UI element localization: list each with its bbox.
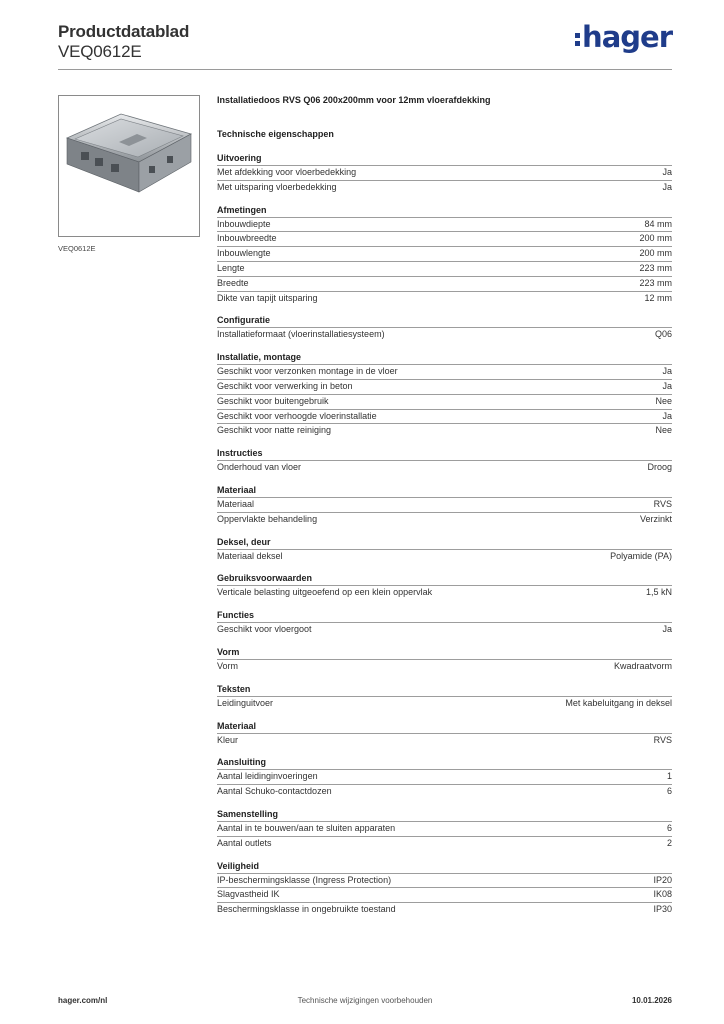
- page-title: Productdatablad: [58, 22, 190, 41]
- spec-section: [217, 807, 672, 851]
- spec-value: IP20: [653, 874, 672, 885]
- spec-row: [217, 549, 672, 564]
- spec-row: [217, 585, 672, 600]
- spec-section: [217, 313, 672, 342]
- spec-section: [217, 151, 672, 195]
- spec-label: Geschikt voor vloergoot: [217, 624, 312, 635]
- spec-label: Leidinguitvoer: [217, 697, 274, 708]
- spec-label: Lengte: [217, 262, 245, 273]
- product-description: Installatiedoos RVS Q06 200x200mm voor 12mm vloerafdekking: [217, 95, 491, 105]
- spec-section: [217, 350, 672, 438]
- spec-section: [217, 203, 672, 306]
- spec-value: Ja: [662, 167, 672, 177]
- section-title: Materiaal: [217, 720, 257, 731]
- spec-row: [217, 165, 672, 180]
- logo-colon-icon: [575, 30, 581, 49]
- spec-value: 200 mm: [639, 248, 672, 259]
- spec-row: [217, 261, 672, 276]
- spec-row: [217, 497, 672, 512]
- spec-row: [217, 696, 672, 711]
- spec-value: 200 mm: [639, 233, 672, 244]
- spec-label: Vorm: [217, 660, 239, 671]
- spec-label: Slagvastheid IK: [217, 889, 280, 900]
- spec-row: [217, 821, 672, 836]
- section-title: Aansluiting: [217, 757, 266, 768]
- spec-label: Inbouwdiepte: [217, 218, 271, 229]
- spec-label: Materiaal deksel: [217, 550, 283, 561]
- spec-value: Nee: [655, 395, 672, 406]
- spec-section: [217, 446, 672, 475]
- spec-value: 1,5 kN: [645, 587, 672, 598]
- spec-value: 223 mm: [639, 277, 672, 288]
- spec-label: Materiaal: [217, 498, 255, 509]
- spec-value: Ja: [662, 366, 672, 377]
- section-title: Veiligheid: [217, 860, 260, 871]
- footer-disclaimer: Technische wijzigingen voorbehouden: [297, 996, 433, 1005]
- spec-row: [217, 659, 672, 674]
- spec-section: [217, 535, 672, 564]
- spec-value: Q06: [654, 329, 672, 340]
- spec-content: [217, 95, 672, 925]
- spec-row: [217, 460, 672, 475]
- page-header: [58, 20, 672, 70]
- spec-label: Verticale belasting uitgeoefend op een klein oppervlak: [217, 587, 433, 598]
- spec-label: Aantal outlets: [217, 837, 272, 848]
- header-divider: [58, 69, 672, 70]
- spec-row: [217, 512, 672, 527]
- spec-section: [217, 571, 672, 600]
- spec-row: [217, 887, 672, 902]
- spec-label: Met afdekking voor vloerbedekking: [217, 167, 357, 177]
- spec-row: [217, 394, 672, 409]
- section-title: Configuratie: [217, 315, 270, 326]
- spec-value: Met kabeluitgang in deksel: [565, 697, 672, 708]
- spec-label: Inbouwbreedte: [217, 233, 277, 244]
- spec-label: Geschikt voor verwerking in beton: [217, 380, 353, 391]
- spec-section: [217, 719, 672, 748]
- spec-row: [217, 231, 672, 246]
- spec-value: 6: [666, 786, 672, 797]
- spec-label: Kleur: [217, 734, 239, 745]
- spec-label: Met uitsparing vloerbedekking: [217, 181, 337, 192]
- spec-label: Dikte van tapijt uitsparing: [217, 292, 318, 303]
- spec-value: 223 mm: [639, 262, 672, 273]
- spec-row: [217, 217, 672, 232]
- spec-section: [217, 755, 672, 799]
- spec-row: [217, 836, 672, 851]
- spec-value: 2: [666, 837, 672, 848]
- spec-value: IK08: [653, 889, 672, 900]
- section-title: Uitvoering: [217, 153, 262, 163]
- section-title: Teksten: [217, 683, 251, 694]
- spec-label: Geschikt voor verhoogde vloerinstallatie: [217, 410, 377, 421]
- product-image: [58, 95, 200, 237]
- spec-value: 84 mm: [644, 218, 672, 229]
- spec-row: [217, 769, 672, 784]
- spec-label: Inbouwlengte: [217, 248, 271, 259]
- spec-row: [217, 246, 672, 261]
- spec-label: Installatieformaat (vloerinstallatiesysteem): [217, 329, 385, 340]
- image-caption: VEQ0612E: [58, 244, 96, 253]
- spec-value: 12 mm: [644, 292, 672, 303]
- section-title: Vorm: [217, 646, 240, 657]
- spec-value: Ja: [662, 410, 672, 421]
- spec-value: Ja: [662, 181, 672, 192]
- spec-section: [217, 682, 672, 711]
- product-code: VEQ0612E: [58, 42, 142, 61]
- spec-row: [217, 784, 672, 799]
- section-title: Functies: [217, 610, 255, 621]
- tech-heading: Technische eigenschappen: [217, 129, 334, 139]
- spec-label: Aantal Schuko-contactdozen: [217, 786, 332, 797]
- spec-label: Onderhoud van vloer: [217, 462, 302, 473]
- spec-label: Geschikt voor natte reiniging: [217, 425, 332, 436]
- spec-sections: [217, 151, 672, 917]
- spec-section: [217, 608, 672, 637]
- spec-value: 6: [666, 822, 672, 833]
- spec-label: Aantal leidinginvoeringen: [217, 771, 318, 782]
- spec-row: [217, 291, 672, 306]
- spec-row: [217, 379, 672, 394]
- spec-section: [217, 483, 672, 527]
- spec-label: Beschermingsklasse in ongebruikte toestand: [217, 904, 396, 915]
- spec-row: [217, 873, 672, 888]
- spec-value: 1: [666, 771, 672, 782]
- spec-section: [217, 645, 672, 674]
- section-title: Gebruiksvoorwaarden: [217, 573, 313, 584]
- spec-row: [217, 733, 672, 748]
- spec-row: [217, 902, 672, 917]
- section-title: Instructies: [217, 448, 263, 459]
- spec-value: Ja: [662, 380, 672, 391]
- section-title: Afmetingen: [217, 204, 267, 215]
- spec-value: RVS: [653, 498, 672, 509]
- section-title: Installatie, montage: [217, 352, 302, 363]
- hager-logo: [575, 20, 672, 54]
- spec-label: Geschikt voor verzonken montage in de vloer: [217, 366, 398, 377]
- spec-row: [217, 180, 672, 195]
- spec-value: Verzinkt: [639, 513, 672, 524]
- spec-value: Polyamide (PA): [610, 550, 672, 561]
- logo-text: hager: [582, 20, 672, 54]
- spec-row: [217, 622, 672, 637]
- spec-value: IP30: [653, 904, 672, 915]
- section-title: Deksel, deur: [217, 536, 271, 547]
- section-title: Materiaal: [217, 484, 257, 495]
- spec-label: Breedte: [217, 277, 249, 288]
- spec-row: [217, 409, 672, 424]
- spec-label: Aantal in te bouwen/aan te sluiten apparaten: [217, 822, 396, 833]
- spec-row: [217, 327, 672, 342]
- spec-value: Kwadraatvorm: [613, 660, 672, 671]
- spec-value: Nee: [655, 425, 672, 436]
- spec-label: IP-beschermingsklasse (Ingress Protection): [217, 874, 392, 885]
- spec-row: [217, 276, 672, 291]
- spec-section: [217, 859, 672, 917]
- spec-row: [217, 423, 672, 438]
- spec-value: RVS: [653, 734, 672, 745]
- spec-value: Droog: [647, 462, 672, 473]
- spec-row: [217, 364, 672, 379]
- spec-label: Geschikt voor buitengebruik: [217, 395, 329, 406]
- spec-label: Oppervlakte behandeling: [217, 513, 318, 524]
- footer-date: 10.01.2026: [631, 996, 672, 1005]
- floor-box-illustration: [59, 96, 199, 236]
- spec-value: Ja: [662, 624, 672, 635]
- footer-website-link[interactable]: hager.com/nl: [58, 996, 108, 1005]
- section-title: Samenstelling: [217, 808, 279, 819]
